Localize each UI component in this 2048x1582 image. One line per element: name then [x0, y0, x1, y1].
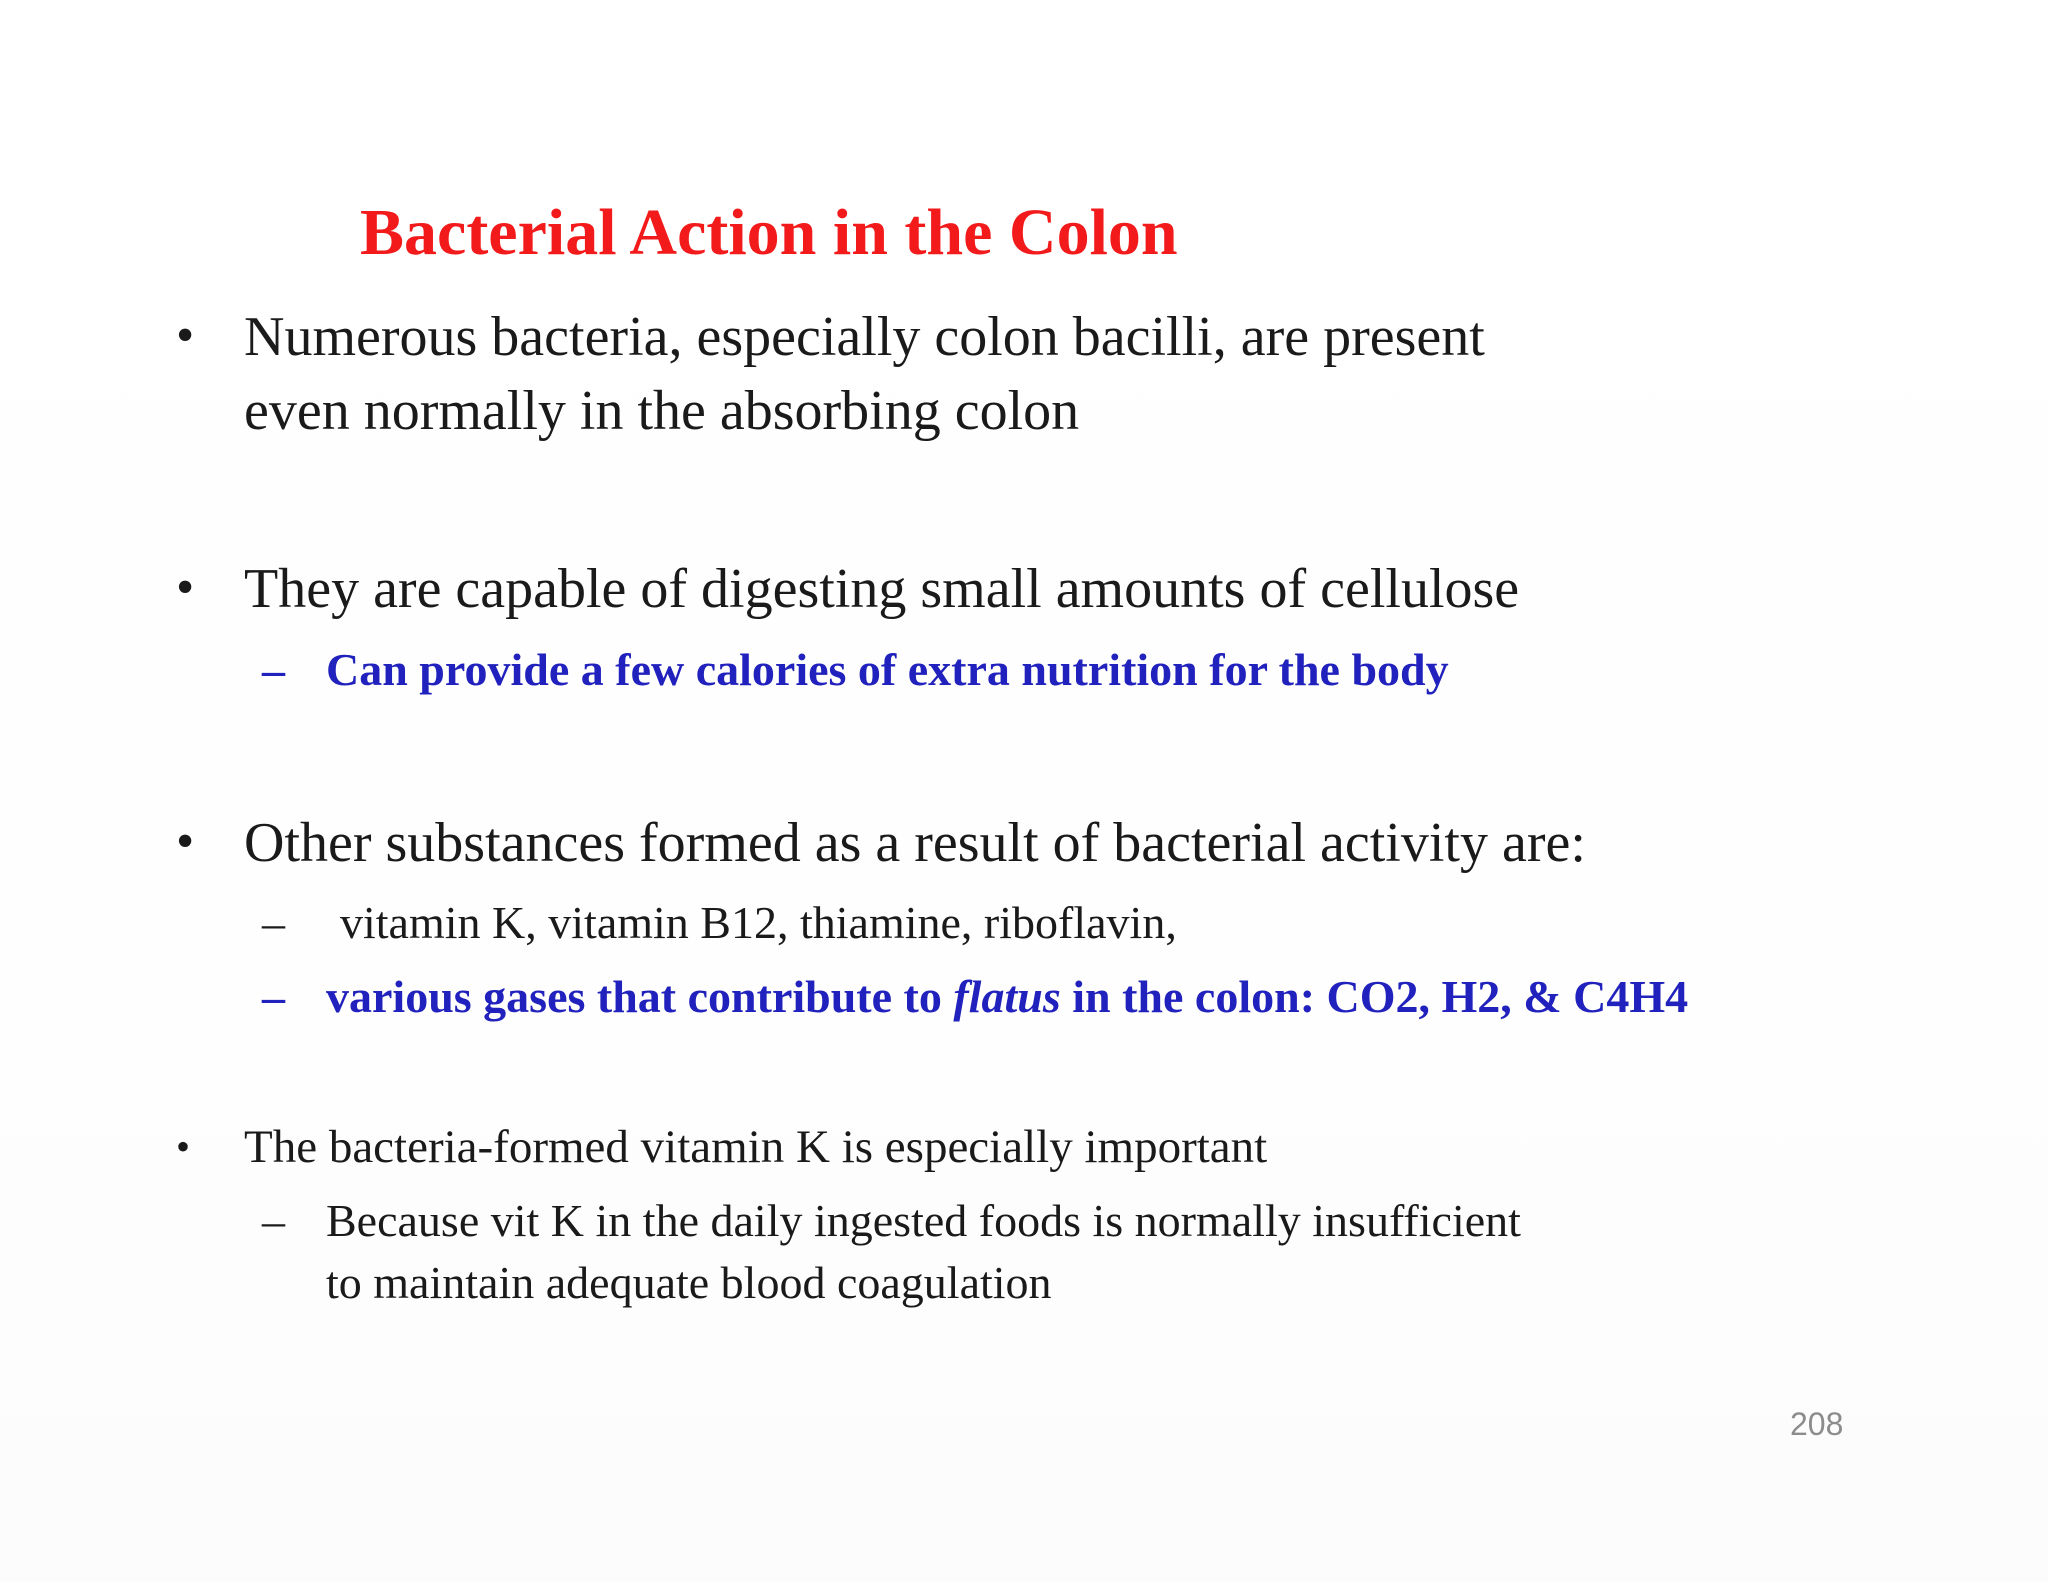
sub-bullet-marker: –: [262, 897, 285, 948]
sub-bullet-marker: –: [262, 644, 285, 695]
text-segment: in the colon: CO2, H2, & C4H4: [1060, 971, 1689, 1022]
bullet-text: The bacteria-formed vitamin K is especially important: [244, 1121, 1268, 1173]
slide-title: Bacterial Action in the Colon: [360, 196, 1178, 269]
sub-bullet-item: [262, 892, 1177, 954]
sub-bullet-marker: –: [262, 971, 285, 1022]
sub-bullet-item: [262, 639, 1449, 701]
bullet-item: [176, 806, 1586, 880]
bullet-item: [176, 1114, 1267, 1180]
flatus-italic-term: flatus: [953, 971, 1061, 1022]
sub-bullet-text-line: to maintain adequate blood coagulation: [326, 1257, 1052, 1308]
bullet-text: [244, 300, 1485, 448]
bullet-marker: •: [176, 559, 195, 616]
bullet-text: They are capable of digesting small amounts of cellulose: [244, 558, 1520, 620]
sub-bullet-marker: –: [262, 1195, 285, 1246]
bullet-text: Other substances formed as a result of bacterial activity are:: [244, 812, 1586, 874]
bullet-marker: •: [176, 307, 195, 364]
bullet-marker: •: [176, 813, 195, 870]
bullet-marker: •: [176, 1124, 191, 1169]
bullet-text-line: Numerous bacteria, especially colon bacilli, are present: [244, 306, 1485, 368]
sub-bullet-text: Can provide a few calories of extra nutrition for the body: [326, 644, 1449, 695]
page-number: 208: [1790, 1406, 1844, 1442]
sub-bullet-item: [262, 1190, 1521, 1314]
sub-bullet-text-line: Because vit K in the daily ingested foods is normally insufficient: [326, 1195, 1521, 1246]
bullet-text-line: even normally in the absorbing colon: [244, 380, 1080, 442]
text-segment: various gases that contribute to: [326, 971, 954, 1022]
sub-bullet-item: [262, 966, 1688, 1028]
bullet-item: [176, 552, 1519, 626]
bullet-item: [176, 300, 1485, 448]
sub-bullet-text: [326, 1190, 1521, 1314]
sub-bullet-text: [326, 966, 1688, 1028]
sub-bullet-text: vitamin K, vitamin B12, thiamine, riboflavin,: [340, 897, 1177, 948]
